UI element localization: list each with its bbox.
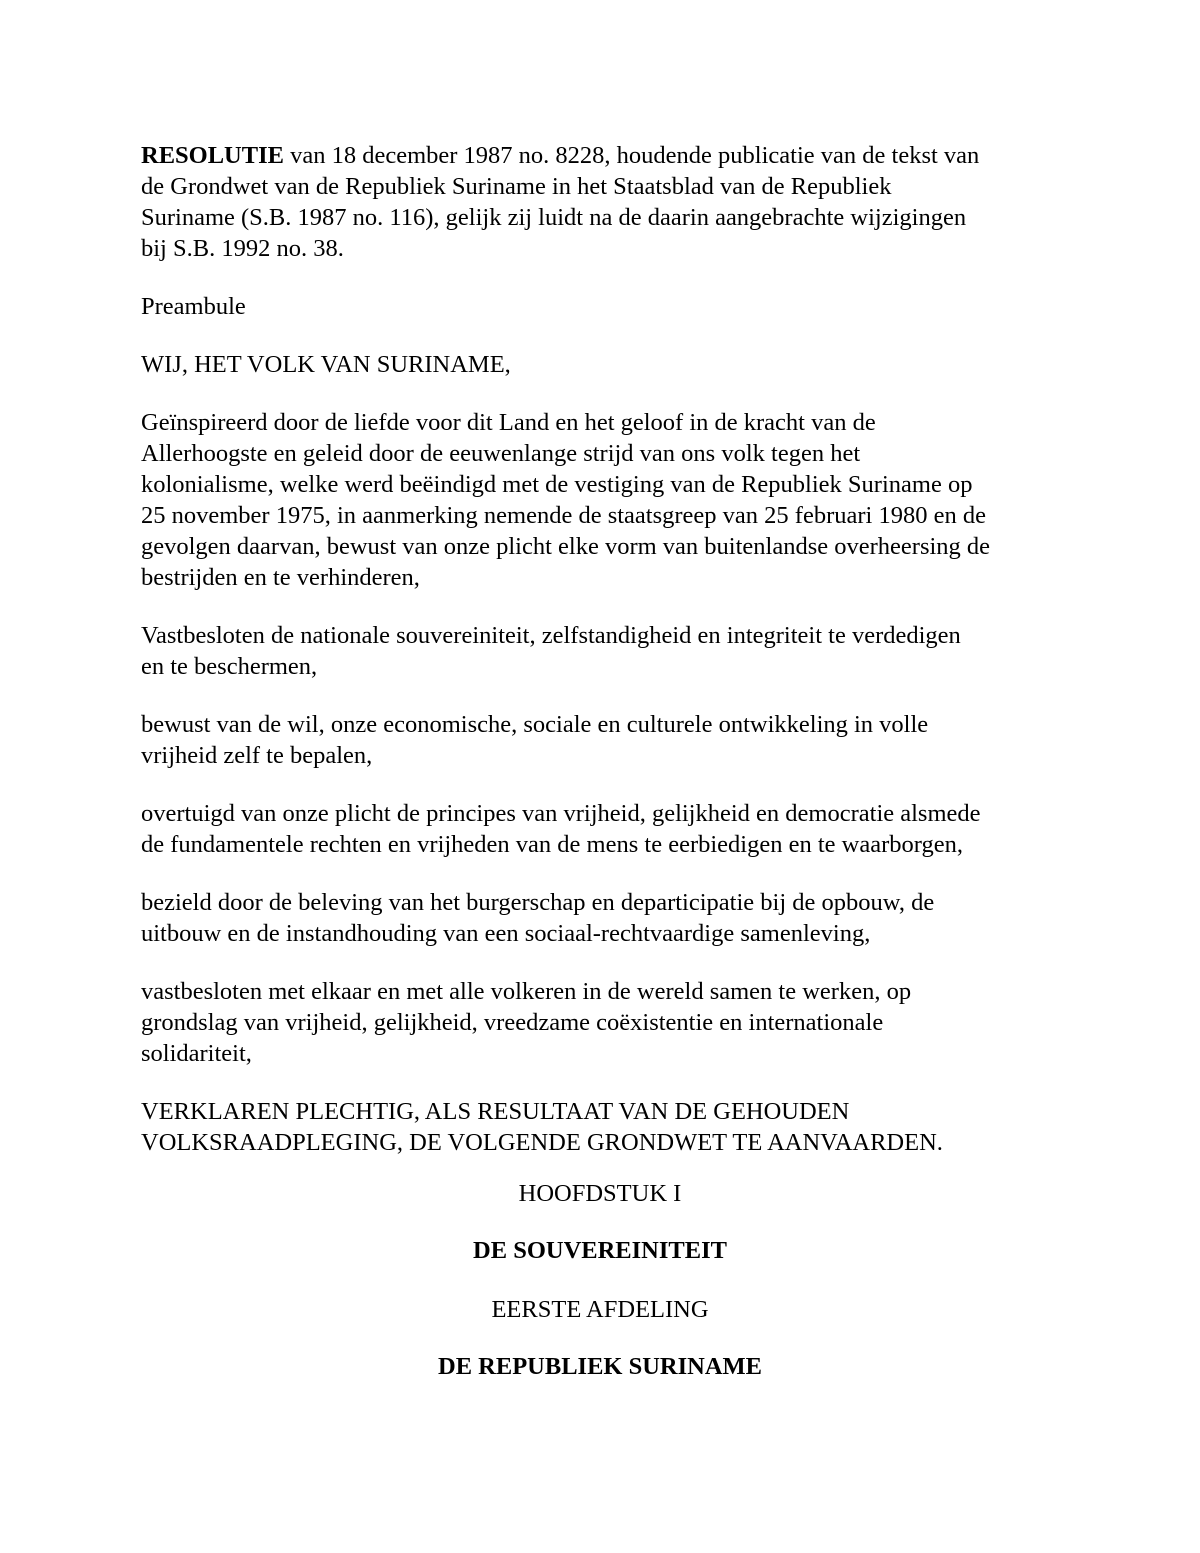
preamble-paragraph (141, 1096, 1066, 1158)
resolution-paragraph (141, 140, 1066, 264)
resolution-line-3: Suriname (S.B. 1987 no. 116), gelijk zij luidt na de daarin aangebrachte wijzigingen (141, 204, 967, 231)
preamble-paragraph (141, 407, 1066, 593)
paragraph-line: 25 november 1975, in aanmerking nemende de staatsgreep van 25 februari 1980 en de (141, 502, 986, 529)
resolution-line-4: bij S.B. 1992 no. 38. (141, 235, 344, 262)
resolution-line-2: de Grondwet van de Republiek Suriname in het Staatsblad van de Republiek (141, 173, 892, 200)
preamble-paragraph (141, 709, 1066, 771)
preamble-paragraphs (141, 407, 1066, 1158)
paragraph-line: en te beschermen, (141, 653, 318, 680)
paragraph-line: grondslag van vrijheid, gelijkheid, vreedzame coëxistentie en internationale (141, 1009, 884, 1036)
paragraph-line: de fundamentele rechten en vrijheden van de mens te eerbiedigen en te waarborgen, (141, 831, 963, 858)
paragraph-line: kolonialisme, welke werd beëindigd met de vestiging van de Republiek Suriname op (141, 471, 973, 498)
resolution-lead: RESOLUTIE (141, 142, 284, 169)
chapter-number: HOOFDSTUK I (518, 1180, 682, 1207)
resolution-line-1-rest: van 18 december 1987 no. 8228, houdende publicatie van de tekst van (283, 142, 980, 169)
paragraph-line: VERKLAREN PLECHTIG, ALS RESULTAAT VAN DE GEHOUDEN (141, 1098, 850, 1125)
section-number: EERSTE AFDELING (491, 1296, 709, 1323)
paragraph-line: VOLKSRAADPLEGING, DE VOLGENDE GRONDWET TE AANVAARDEN. (141, 1129, 943, 1156)
paragraph-line: vastbesloten met elkaar en met alle volkeren in de wereld samen te werken, op (141, 978, 912, 1005)
we-the-people (141, 349, 1066, 380)
paragraph-line: Geïnspireerd door de liefde voor dit Land en het geloof in de kracht van de (141, 409, 876, 436)
chapter-title: DE SOUVEREINITEIT (473, 1237, 727, 1264)
paragraph-line: bestrijden en te verhinderen, (141, 564, 420, 591)
preamble-paragraph (141, 620, 1066, 682)
paragraph-line: bezield door de beleving van het burgerschap en departicipatie bij de opbouw, de (141, 889, 935, 916)
resolution-line-1 (141, 140, 1066, 171)
paragraph-line: solidariteit, (141, 1040, 252, 1067)
paragraph-line: bewust van de wil, onze economische, sociale en culturele ontwikkeling in volle (141, 711, 929, 738)
we-the-people-text: WIJ, HET VOLK VAN SURINAME, (141, 351, 511, 378)
preamble-paragraph (141, 976, 1066, 1069)
section-title: DE REPUBLIEK SURINAME (438, 1353, 762, 1380)
preamble-heading (141, 291, 1066, 322)
paragraph-line: Allerhoogste en geleid door de eeuwenlange strijd van ons volk tegen het (141, 440, 861, 467)
paragraph-line: gevolgen daarvan, bewust van onze plicht elke vorm van buitenlandse overheersing de (141, 533, 991, 560)
preamble-paragraph (141, 887, 1066, 949)
paragraph-line: vrijheid zelf te bepalen, (141, 742, 373, 769)
preamble-heading-text: Preambule (141, 293, 246, 320)
paragraph-line: Vastbesloten de nationale souvereiniteit, zelfstandigheid en integriteit te verdedigen (141, 622, 961, 649)
paragraph-line: overtuigd van onze plicht de principes van vrijheid, gelijkheid en democratie alsmede (141, 800, 981, 827)
preamble-paragraph (141, 798, 1066, 860)
paragraph-line: uitbouw en de instandhouding van een sociaal-rechtvaardige samenleving, (141, 920, 871, 947)
document-body (141, 140, 1066, 1185)
